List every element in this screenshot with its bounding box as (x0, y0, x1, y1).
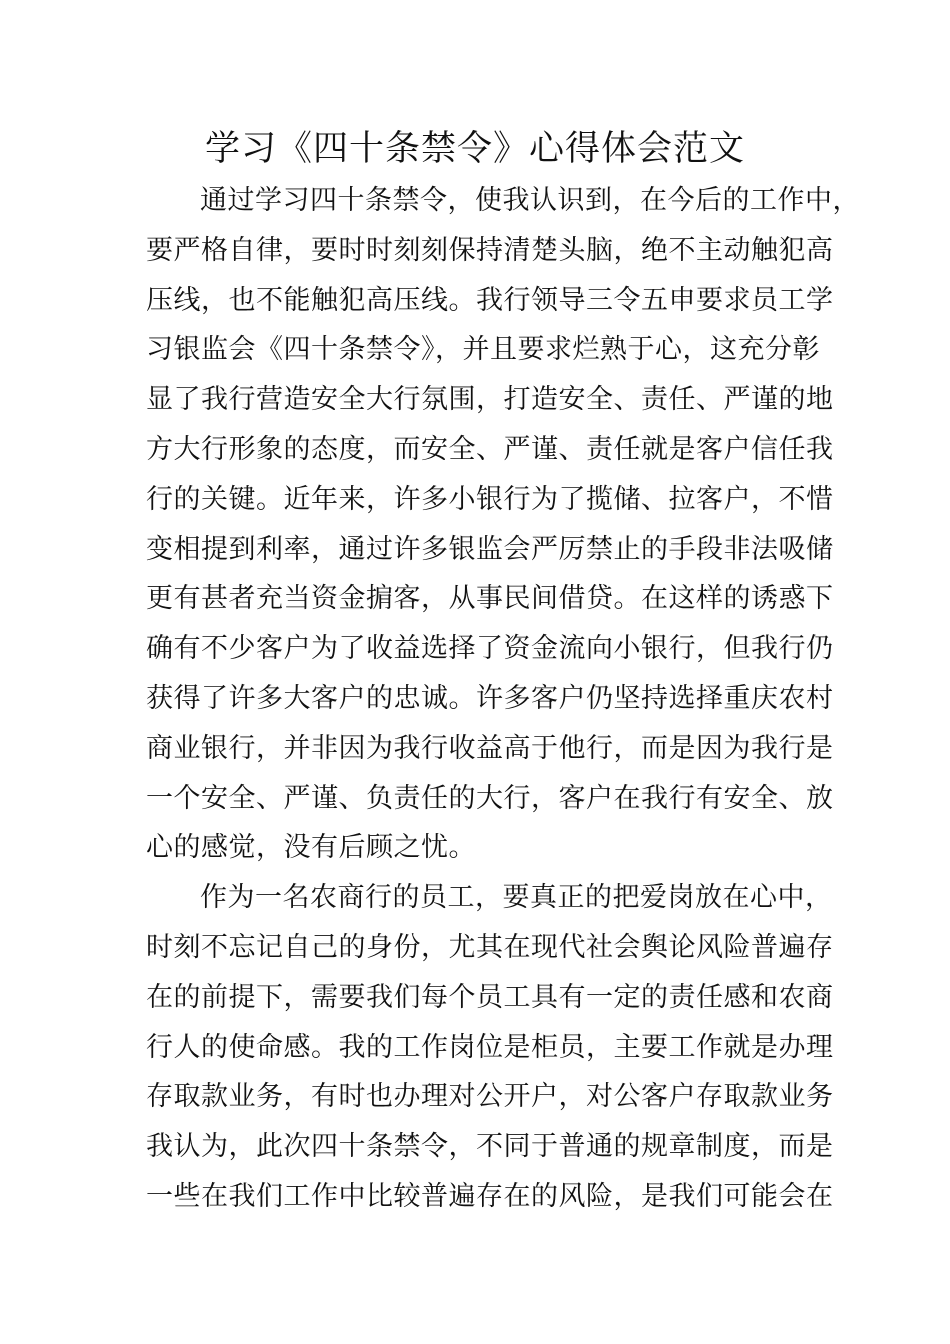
text-line: 在的前提下，需要我们每个员工具有一定的责任感和农商 (146, 981, 834, 1013)
text-line: 我认为，此次四十条禁令，不同于普通的规章制度，而是 (146, 1131, 834, 1163)
text-line: 一个安全、严谨、负责任的大行，客户在我行有安全、放 (146, 782, 834, 814)
text-line: 商业银行，并非因为我行收益高于他行，而是因为我行是 (146, 732, 834, 764)
text-line: 通过学习四十条禁令，使我认识到，在今后的工作中， (200, 185, 860, 216)
text-line: 显了我行营造安全大行氛围，打造安全、责任、严谨的地 (146, 384, 834, 416)
paragraph-1 (146, 176, 860, 873)
paragraph-2 (146, 873, 834, 1222)
text-line: 作为一名农商行的员工，要真正的把爱岗放在心中， (200, 882, 833, 914)
text-line: 一些在我们工作中比较普遍存在的风险，是我们可能会在 (146, 1180, 834, 1212)
text-line: 更有甚者充当资金掮客，从事民间借贷。在这样的诱惑下 (146, 583, 834, 615)
text-line: 习银监会《四十条禁令》，并且要求烂熟于心，这充分彰 (146, 334, 820, 366)
text-line: 时刻不忘记自己的身份，尤其在现代社会舆论风险普遍存 (146, 931, 834, 963)
text-line: 方大行形象的态度，而安全、严谨、责任就是客户信任我 (146, 433, 834, 465)
text-line: 行的关键。近年来，许多小银行为了揽储、拉客户，不惜 (146, 483, 834, 515)
text-line: 存取款业务，有时也办理对公开户，对公客户存取款业务 (146, 1081, 834, 1113)
text-line: 获得了许多大客户的忠诚。许多客户仍坚持选择重庆农村 (146, 682, 834, 714)
text-line: 压线，也不能触犯高压线。我行领导三令五申要求员工学 (146, 284, 834, 316)
text-line: 心的感觉，没有后顾之忧。 (146, 832, 476, 864)
text-line: 变相提到利率，通过许多银监会严厉禁止的手段非法吸储 (146, 533, 834, 565)
text-line: 行人的使命感。我的工作岗位是柜员，主要工作就是办理 (146, 1031, 834, 1063)
document-title: 学习《四十条禁令》心得体会范文 (204, 129, 745, 169)
text-line: 确有不少客户为了收益选择了资金流向小银行，但我行仍 (146, 633, 834, 665)
text-line: 要严格自律，要时时刻刻保持清楚头脑，绝不主动触犯高 (146, 234, 834, 266)
document-body (146, 176, 860, 1222)
